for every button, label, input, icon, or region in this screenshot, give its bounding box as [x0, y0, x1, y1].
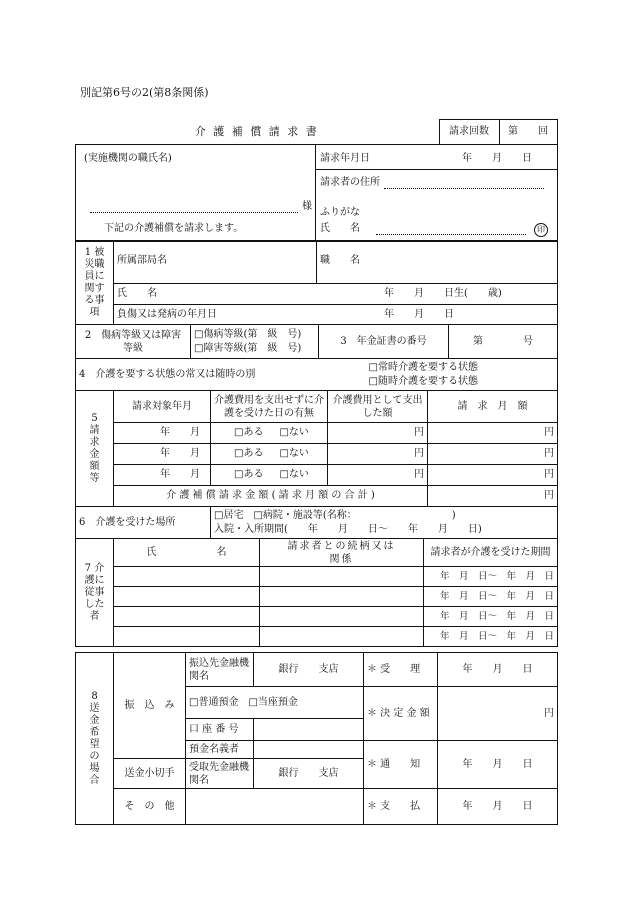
receipt-date-field[interactable]: 年 月 日	[438, 653, 558, 687]
col-spent: 介護費用として支出した額	[328, 391, 428, 423]
seal-icon: 印	[534, 223, 548, 237]
account-type-options[interactable]: □普通預金 □当座預金	[186, 687, 364, 719]
address-field[interactable]	[384, 177, 544, 189]
caregiver-name-field[interactable]	[114, 567, 260, 587]
relation-field[interactable]	[260, 567, 424, 587]
monthly-field[interactable]: 円	[428, 465, 558, 486]
section2-table	[75, 324, 558, 359]
caregiver-name-header: 氏 名	[114, 539, 260, 567]
section1-table	[75, 240, 558, 325]
other-field[interactable]	[186, 789, 364, 825]
caregiver-name-field[interactable]	[114, 607, 260, 627]
caregiver-name-field[interactable]	[114, 627, 260, 647]
account-holder-field[interactable]	[254, 741, 364, 759]
care-period-field[interactable]: 年 月 日～ 年 月 日	[424, 607, 558, 627]
account-holder-label: 預金名義者	[186, 741, 254, 759]
position-field[interactable]: 職 名	[317, 241, 558, 284]
account-number-field[interactable]	[254, 719, 364, 741]
request-count-label: 請求回数	[439, 120, 499, 145]
col-unpaid: 介護費用を支出せずに介護を受けた日の有無	[211, 391, 328, 423]
payment-label: ＊ 支 払	[364, 789, 438, 825]
payment-date-field[interactable]: 年 月 日	[438, 789, 558, 825]
spent-field[interactable]: 円	[328, 465, 428, 486]
receipt-label: ＊ 受 理	[364, 653, 438, 687]
care-period-field[interactable]: 年 月 日～ 年 月 日	[424, 587, 558, 607]
caregiver-name-field[interactable]	[114, 587, 260, 607]
care-type-options[interactable]	[366, 359, 558, 391]
other-label: そ の 他	[114, 789, 186, 825]
relation-field[interactable]	[260, 627, 424, 647]
table-row	[76, 567, 558, 587]
monthly-field[interactable]: 円	[428, 423, 558, 444]
relation-header: 請求者との続柄又は関係	[260, 539, 424, 567]
table-row	[76, 423, 558, 444]
request-statement: 下記の介護補償を請求します。	[104, 223, 244, 234]
spent-field[interactable]: 円	[328, 444, 428, 465]
honorific: 様	[302, 201, 312, 212]
requester-table	[75, 144, 558, 242]
birth-field[interactable]: 年 月 日生( 歳)	[384, 288, 502, 299]
section6-table	[75, 506, 558, 539]
col-monthly: 請 求 月 額	[428, 391, 558, 423]
furigana-label: ふりがな	[320, 207, 360, 218]
recv-bank-label: 受取先金融機関名	[186, 759, 254, 789]
monthly-field[interactable]: 円	[428, 444, 558, 465]
account-number-label: 口 座 番 号	[186, 719, 254, 741]
relation-field[interactable]	[260, 607, 424, 627]
table-row	[76, 465, 558, 486]
spent-field[interactable]: 円	[328, 423, 428, 444]
address-label: 請求者の住所	[320, 177, 380, 188]
header-note: 別記第6号の2(第8条関係)	[80, 86, 209, 99]
form-title: 介 護 補 償 請 求 書	[75, 120, 439, 145]
period-field[interactable]: 年 月	[114, 465, 211, 486]
name-label: 氏 名	[320, 223, 360, 234]
form-title-table	[75, 119, 558, 145]
notice-date-field[interactable]: 年 月 日	[438, 741, 558, 789]
unpaid-options[interactable]: □ある □ない	[211, 423, 328, 444]
pension-number-field[interactable]: 第 号	[449, 325, 558, 359]
section1-heading: 1 被災職員に関する事項	[76, 241, 114, 325]
relation-field[interactable]	[260, 587, 424, 607]
bank-label: 振込先金融機関名	[186, 653, 254, 687]
unpaid-options[interactable]: □ある □ない	[211, 465, 328, 486]
care-option-constant[interactable]: □常時介護を要する状態	[368, 361, 478, 373]
table-row	[76, 607, 558, 627]
victim-name-label: 氏 名	[117, 288, 157, 299]
section8-table	[75, 652, 558, 825]
section5-table	[75, 390, 558, 507]
admission-period[interactable]: 入院・入所期間( 年 月 日～ 年 月 日)	[214, 523, 482, 535]
injury-date-field[interactable]	[114, 305, 558, 325]
grade-options[interactable]	[191, 325, 319, 359]
table-row	[76, 587, 558, 607]
care-option-occasional[interactable]: □随時介護を要する状態	[368, 375, 478, 387]
section8-heading: 8 送金希望の場合	[76, 653, 114, 825]
period-field[interactable]: 年 月	[114, 423, 211, 444]
section7-heading: 7 介護に従事した者	[76, 539, 114, 647]
care-period-field[interactable]: 年 月 日～ 年 月 日	[424, 627, 558, 647]
section4-table	[75, 358, 558, 391]
recv-bank-field[interactable]: 銀行 支店	[254, 759, 364, 789]
care-place-options[interactable]: □居宅 □病院・施設等(名称： )	[214, 509, 456, 521]
care-place-field[interactable]	[211, 507, 558, 539]
victim-name-field[interactable]	[114, 284, 558, 305]
grade-option-disease[interactable]: □傷病等級(第 級 号)	[194, 328, 302, 340]
injury-date-value[interactable]: 年 月 日	[384, 309, 454, 320]
table-row	[76, 444, 558, 465]
care-place-label: 6 介護を受けた場所	[76, 507, 211, 539]
injury-date-label: 負傷又は発病の年月日	[117, 308, 217, 320]
section5-heading: 5 請求金額等	[76, 391, 114, 507]
bank-field[interactable]: 銀行 支店	[254, 653, 364, 687]
care-period-field[interactable]: 年 月 日～ 年 月 日	[424, 567, 558, 587]
check-label: 送金小切手	[114, 759, 186, 789]
decided-amount-field[interactable]: 円	[438, 687, 558, 741]
notice-label: ＊ 通 知	[364, 741, 438, 789]
dept-field[interactable]: 所属部局名	[114, 241, 317, 284]
total-label: 介 護 補 償 請 求 金 額 ( 請 求 月 額 の 合 計 )	[114, 486, 428, 507]
col-period: 請求対象年月	[114, 391, 211, 423]
care-type-label: 4 介護を要する状態の常又は随時の別	[76, 359, 366, 391]
period-field[interactable]: 年 月	[114, 444, 211, 465]
agency-cell[interactable]	[76, 145, 316, 242]
decided-amount-label: ＊ 決 定 金 額	[364, 687, 438, 741]
request-date-label: 請求年月日	[320, 153, 370, 164]
unpaid-options[interactable]: □ある □ない	[211, 444, 328, 465]
section7-table	[75, 538, 558, 647]
grade-option-disability[interactable]: □障害等級(第 級 号)	[194, 342, 302, 354]
name-field[interactable]	[376, 223, 526, 235]
request-date-field[interactable]: 年 月 日	[462, 153, 532, 164]
period-header: 請求者が介護を受けた期間	[424, 539, 558, 567]
grade-label: 2 傷病等級又は障害等級	[76, 325, 191, 359]
requester-cell	[316, 145, 558, 242]
agency-label: (実施機関の職氏名)	[84, 153, 172, 164]
pension-number-label: 3 年金証書の番号	[319, 325, 449, 359]
transfer-label: 振 込 み	[114, 653, 186, 759]
table-row	[76, 627, 558, 647]
total-field[interactable]: 円	[428, 486, 558, 507]
request-count-field[interactable]: 第 回	[499, 120, 557, 145]
